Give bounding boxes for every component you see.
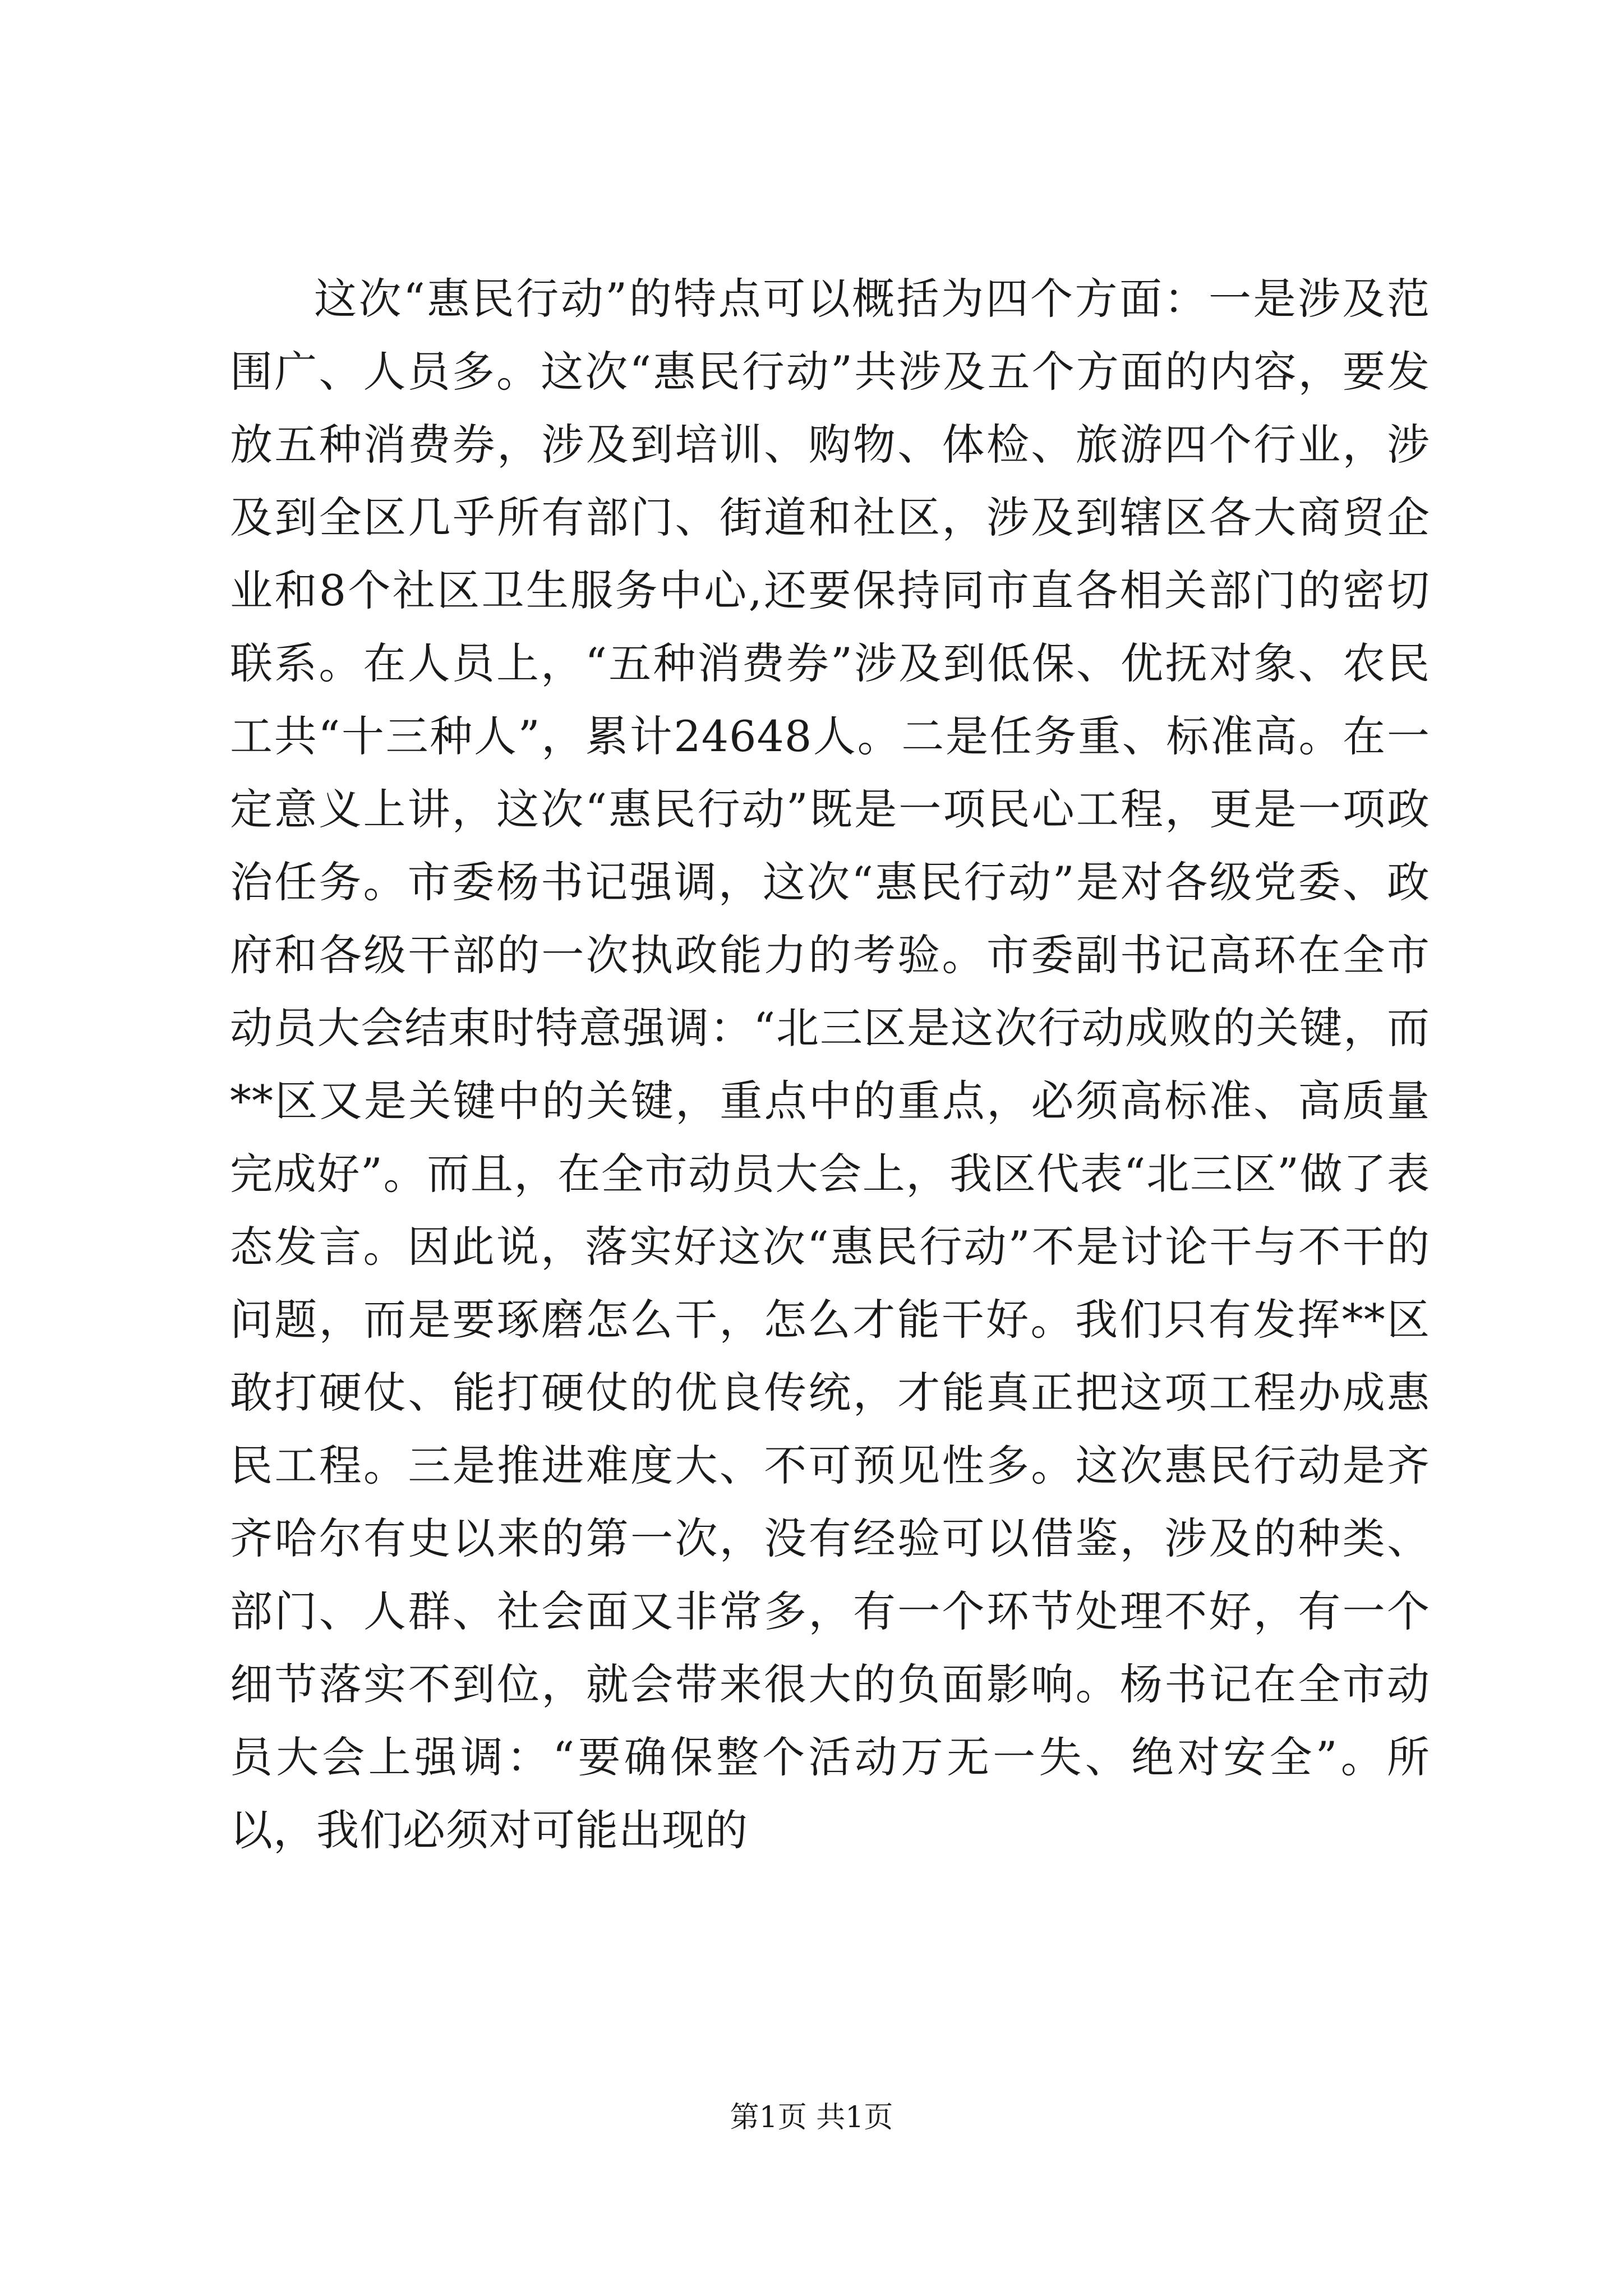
page-footer: 第1页 共1页 bbox=[730, 2101, 893, 2134]
body-paragraph: 这次“惠民行动”的特点可以概括为四个方面：一是涉及范围广、人员多。这次“惠民行动”共涉及五个方面的内容，要发放五种消费券，涉及到培训、购物、体检、旅游四个行业，涉及到全区几乎所有部门、街道和社区，涉及到辖区各大商贸企业和8个社区卫生服务中心,还要保持同市直各相关部门的密切联系。在人员上，“五种消费券”涉及到低保、优抚对象、农民工共“十三种人”，累计24648人。二是任务重、标准高。在一定意义上讲，这次“惠民行动”既是一项民心工程，更是一项政治任务。市委杨书记强调，这次“惠民行动”是对各级党委、政府和各级干部的一次执政能力的考验。市委副书记高环在全市动员大会结束时特意强调：“北三区是这次行动成败的关键，而**区又是关键中的关键，重点中的重点，必须高标准、高质量完成好”。而且，在全市动员大会上，我区代表“北三区”做了表态发言。因此说，落实好这次“惠民行动”不是讨论干与不干的问题，而是要琢磨怎么干，怎么才能干好。我们只有发挥**区敢打硬仗、能打硬仗的优良传统，才能真正把这项工程办成惠民工程。三是推进难度大、不可预见性多。这次惠民行动是齐齐哈尔有史以来的第一次，没有经验可以借鉴，涉及的种类、部门、人群、社会面又非常多，有一个环节处理不好，有一个细节落实不到位，就会带来很大的负面影响。杨书记在全市动员大会上强调：“要确保整个活动万无一失、绝对安全”。所以，我们必须对可能出现的 bbox=[230, 274, 1430, 1855]
